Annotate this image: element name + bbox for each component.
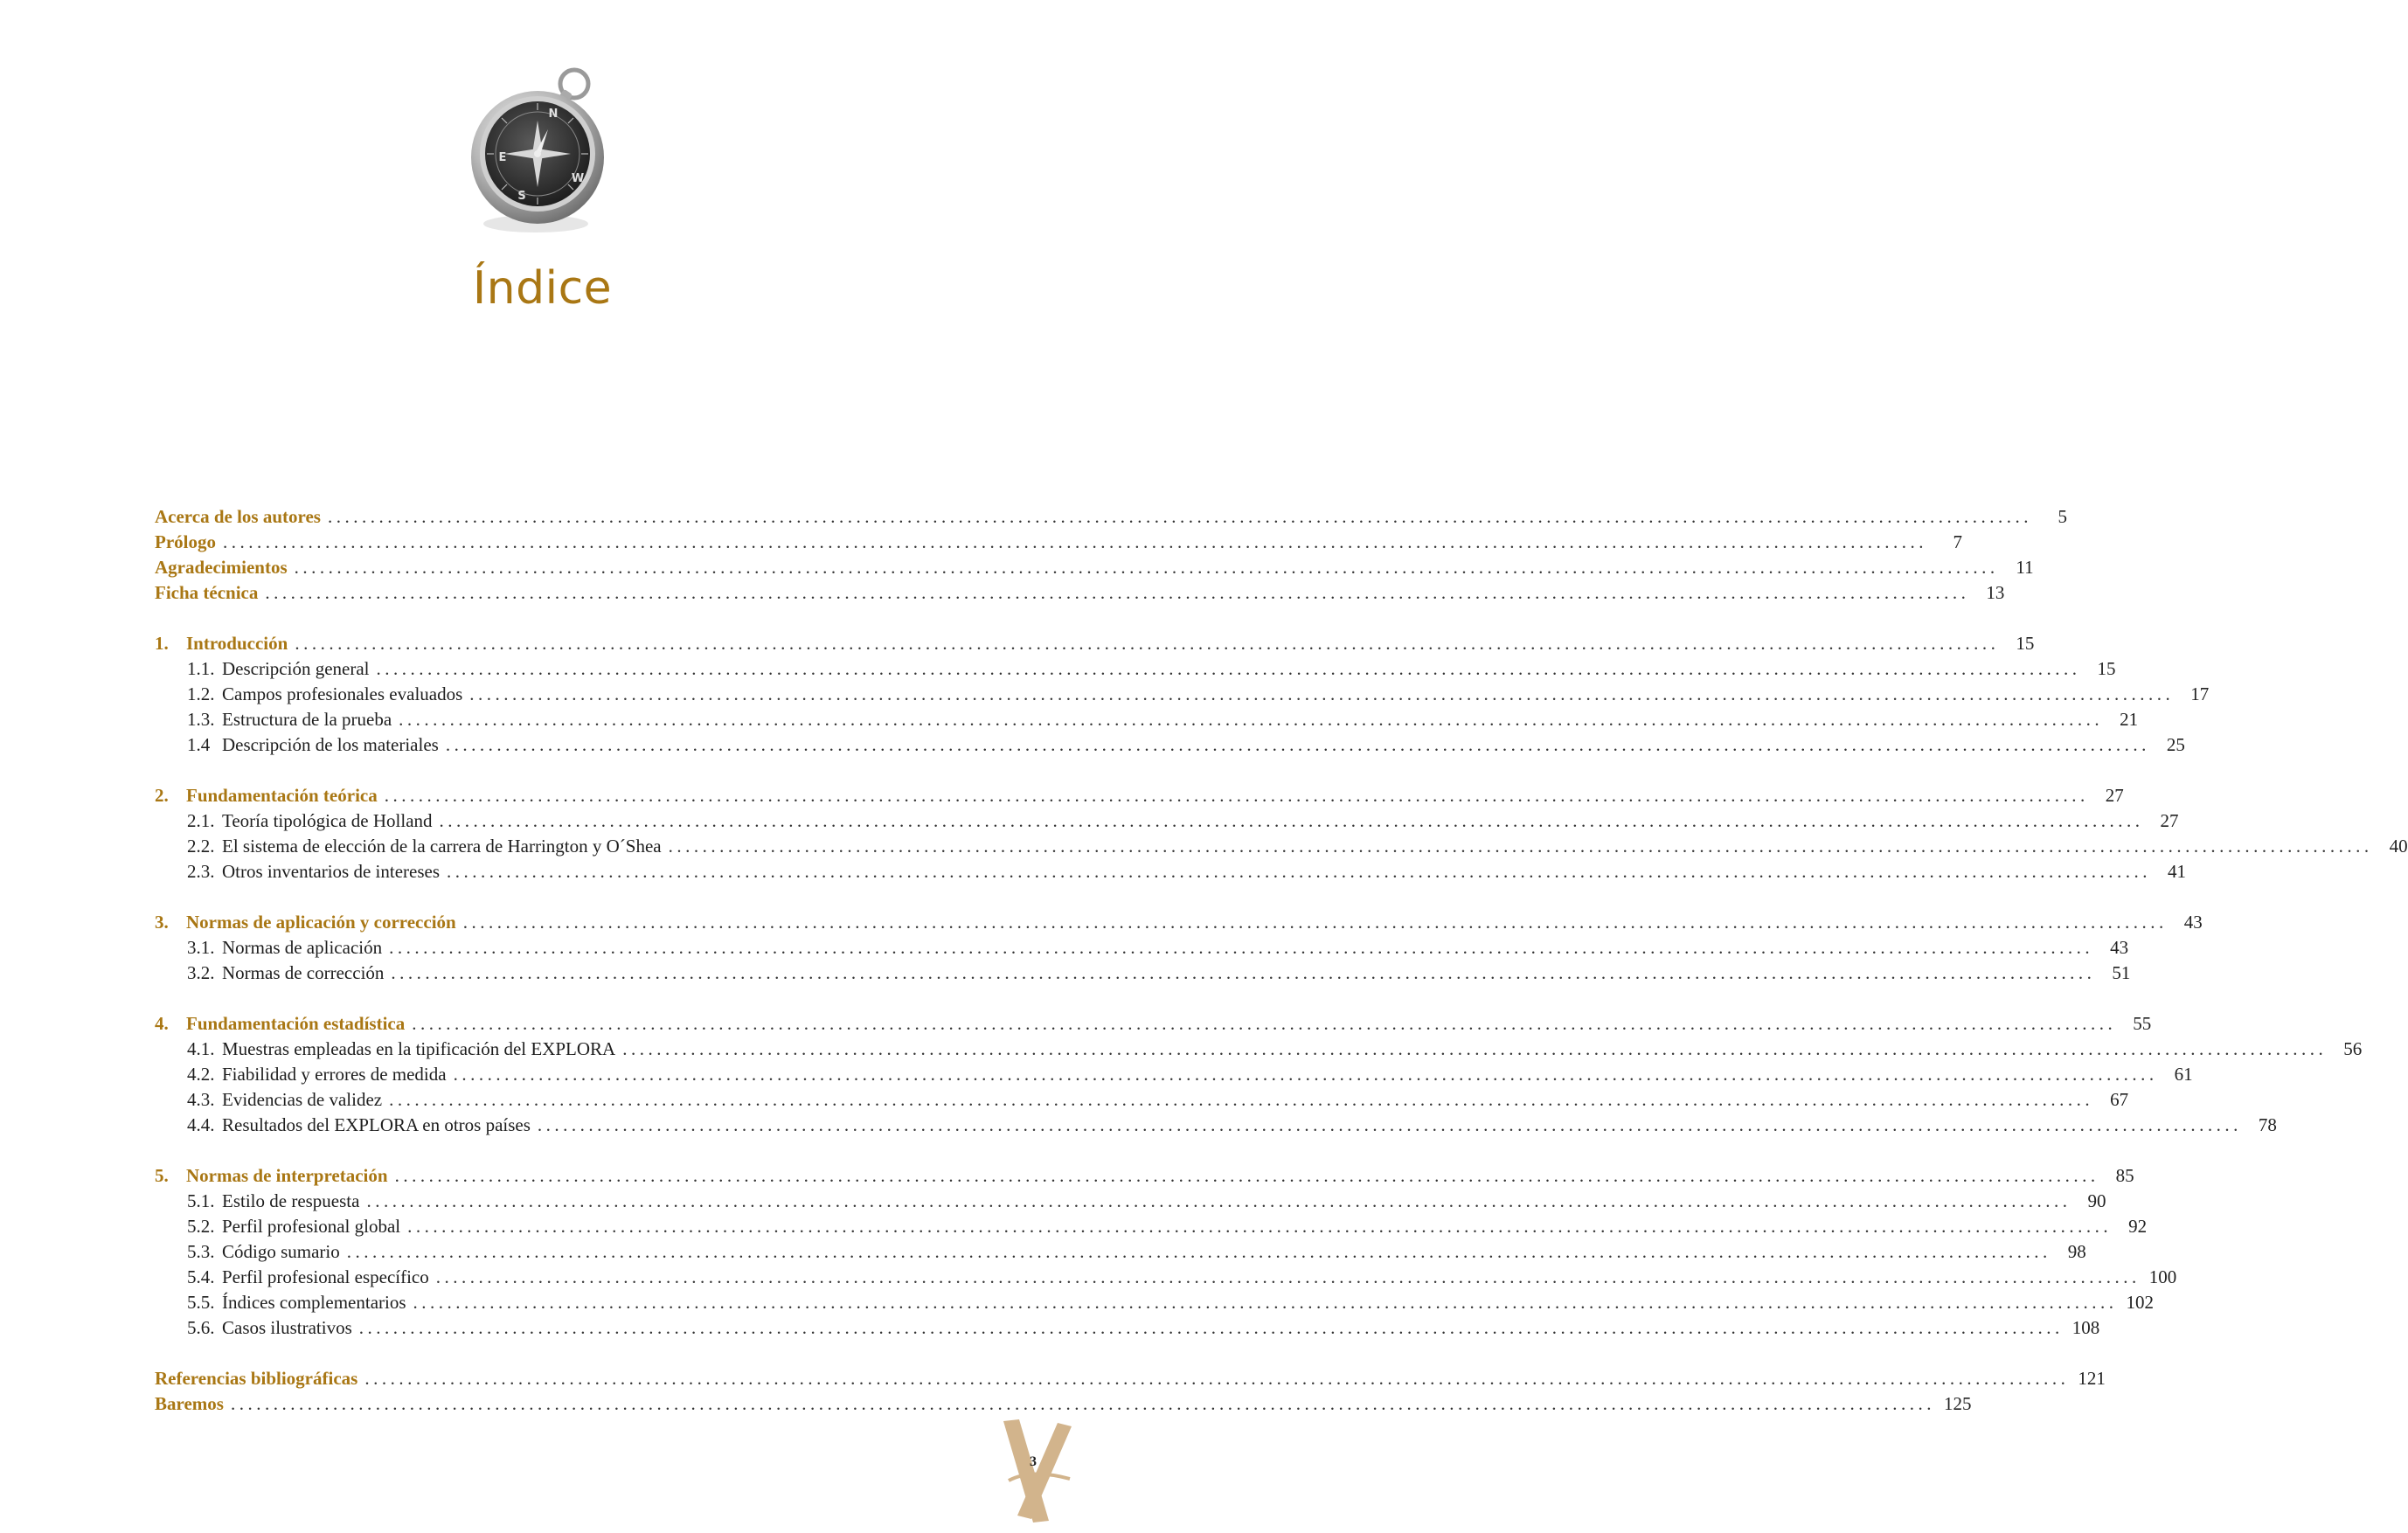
toc-page-number: 125 (1935, 1391, 1970, 1417)
toc-subentry[interactable] (155, 935, 2129, 961)
dot-leader: ........................................................................................................................................................................................................ (453, 1064, 2158, 1085)
toc-subentry[interactable] (155, 707, 2139, 732)
toc-entry-title: Campos profesionales evaluados (222, 683, 463, 704)
toc-entry-title: Muestras empleadas en la tipificación del EXPLORA (222, 1038, 616, 1059)
toc-entry[interactable] (155, 631, 2035, 656)
toc-entry-title: Perfil profesional global (222, 1216, 401, 1237)
toc-subentry[interactable] (155, 961, 2131, 986)
dot-leader: ........................................................................................................................................................................................................ (537, 1114, 2242, 1135)
dot-leader: ........................................................................................................................................................................................................ (389, 1089, 2094, 1110)
toc-subentry[interactable] (155, 808, 2179, 834)
dot-leader: ........................................................................................................................................................................................................ (462, 912, 2168, 933)
toc-entry[interactable] (155, 783, 2124, 808)
dot-leader: ........................................................................................................................................................................................................ (384, 785, 2089, 806)
toc-page-number: 67 (2093, 1087, 2128, 1113)
toc-entry-title: Estructura de la prueba (222, 709, 392, 730)
toc-entry-title: Normas de aplicación y corrección (186, 912, 456, 933)
dot-leader: ........................................................................................................................................................................................................ (407, 1216, 2113, 1237)
toc-page-number: 108 (2064, 1315, 2099, 1341)
compass-east-label: E (498, 151, 507, 164)
toc-subentry[interactable] (155, 1113, 2277, 1138)
toc-entry-number: 5.3. (187, 1241, 215, 1262)
toc-entry-number: 2.1. (187, 810, 215, 831)
toc-entry-number: 4.1. (187, 1038, 215, 1059)
dot-leader: ........................................................................................................................................................................................................ (668, 836, 2373, 857)
toc-entry-number: 4.2. (187, 1064, 215, 1085)
toc-subentry[interactable] (155, 682, 2210, 707)
toc-entry-number: 5.5. (187, 1292, 215, 1313)
toc-entry[interactable] (155, 1391, 1972, 1417)
dot-leader: ........................................................................................................................................................................................................ (230, 1393, 1935, 1414)
toc-page-number: 90 (2071, 1189, 2106, 1214)
toc-entry[interactable] (155, 530, 1962, 555)
toc-subentry[interactable] (155, 1290, 2155, 1315)
toc-entry-title: Teoría tipológica de Holland (222, 810, 433, 831)
toc-entry[interactable] (155, 910, 2203, 935)
toc-entry-number: 2. (155, 785, 169, 806)
toc-page-number: 100 (2141, 1265, 2176, 1290)
dot-leader: ........................................................................................................................................................................................................ (394, 1165, 2099, 1186)
dot-leader: ........................................................................................................................................................................................................ (622, 1038, 2328, 1059)
table-of-contents (155, 504, 2408, 1417)
dot-leader: ........................................................................................................................................................................................................ (222, 531, 1927, 552)
dot-leader: ........................................................................................................................................................................................................ (439, 810, 2144, 831)
page-title: Índice (472, 262, 613, 315)
toc-page-number: 43 (2168, 910, 2203, 935)
toc-entry-number: 5. (155, 1165, 169, 1186)
compass-image (450, 59, 634, 243)
page-number: 3 (1030, 1454, 1037, 1469)
toc-entry[interactable] (155, 504, 2067, 530)
toc-entry-title: Fundamentación estadística (186, 1013, 406, 1034)
toc-entry-number: 1. (155, 633, 169, 654)
toc-entry-title: Agradecimientos (155, 557, 288, 578)
toc-page-number: 7 (1927, 530, 1962, 555)
toc-subentry[interactable] (155, 1087, 2129, 1113)
toc-entry-number: 3.2. (187, 962, 215, 983)
toc-entry-title: Código sumario (222, 1241, 340, 1262)
toc-entry-title: Resultados del EXPLORA en otros países (222, 1114, 531, 1135)
toc-entry-number: 1.3. (187, 709, 215, 730)
toc-page-number: 17 (2174, 682, 2209, 707)
compass-north-label: N (548, 108, 559, 121)
dot-leader: ........................................................................................................................................................................................................ (399, 709, 2104, 730)
toc-entry-number: 5.4. (187, 1266, 215, 1287)
toc-entry-number: 1.1. (187, 658, 215, 679)
toc-page-number: 25 (2150, 732, 2185, 758)
dot-leader: ........................................................................................................................................................................................................ (447, 861, 2152, 882)
toc-entry-number: 1.4 (187, 734, 211, 755)
toc-entry-number: 4.4. (187, 1114, 215, 1135)
toc-page-number: 15 (1999, 631, 2034, 656)
toc-page-number: 11 (1999, 555, 2034, 580)
toc-entry-number: 5.1. (187, 1190, 215, 1211)
toc-entry-title: Introducción (186, 633, 288, 654)
toc-subentry[interactable] (155, 1037, 2363, 1062)
dot-leader: ........................................................................................................................................................................................................ (295, 633, 2000, 654)
dot-leader: ........................................................................................................................................................................................................ (391, 962, 2096, 983)
toc-page-number: 61 (2158, 1062, 2193, 1087)
dot-leader: ........................................................................................................................................................................................................ (389, 937, 2094, 958)
toc-entry-title: Normas de aplicación (222, 937, 383, 958)
dot-leader: ........................................................................................................................................................................................................ (294, 557, 1999, 578)
toc-page-number: 43 (2093, 935, 2128, 961)
dot-leader: ........................................................................................................................................................................................................ (327, 506, 2032, 527)
publisher-logo (996, 1418, 1077, 1524)
toc-page-number: 78 (2242, 1113, 2277, 1138)
toc-entry-number: 2.3. (187, 861, 215, 882)
toc-entry-title: Fundamentación teórica (186, 785, 378, 806)
toc-entry-number: 5.2. (187, 1216, 215, 1237)
toc-entry-number: 5.6. (187, 1317, 215, 1338)
toc-subentry[interactable] (155, 1265, 2177, 1290)
compass-west-label: W (571, 172, 585, 185)
dot-leader: ........................................................................................................................................................................................................ (413, 1292, 2118, 1313)
toc-subentry[interactable] (155, 1062, 2193, 1087)
toc-entry-title: El sistema de elección de la carrera de Harrington y O´Shea (222, 836, 662, 857)
toc-entry-title: Evidencias de validez (222, 1089, 383, 1110)
toc-subentry[interactable] (155, 1239, 2086, 1265)
dot-leader: ........................................................................................................................................................................................................ (346, 1241, 2051, 1262)
toc-page-number: 5 (2032, 504, 2067, 530)
toc-page-number: 21 (2103, 707, 2138, 732)
toc-entry-number: 1.2. (187, 683, 215, 704)
toc-subentry[interactable] (155, 1315, 2100, 1341)
dot-leader: ........................................................................................................................................................................................................ (366, 1190, 2071, 1211)
toc-entry-title: Baremos (155, 1393, 224, 1414)
toc-entry[interactable] (155, 1011, 2152, 1037)
toc-page-number: 27 (2089, 783, 2124, 808)
toc-entry-title: Prólogo (155, 531, 216, 552)
toc-page-number: 56 (2327, 1037, 2362, 1062)
toc-entry-title: Perfil profesional específico (222, 1266, 429, 1287)
toc-entry-title: Normas de corrección (222, 962, 385, 983)
toc-page-number: 40 (2373, 834, 2408, 859)
toc-entry-title: Estilo de respuesta (222, 1190, 360, 1211)
toc-entry[interactable] (155, 1163, 2134, 1189)
toc-page-number: 102 (2118, 1290, 2153, 1315)
dot-leader: ........................................................................................................................................................................................................ (445, 734, 2150, 755)
toc-page-number: 13 (1969, 580, 2004, 606)
toc-page-number: 41 (2151, 859, 2186, 884)
toc-page-number: 55 (2116, 1011, 2151, 1037)
dot-leader: ........................................................................................................................................................................................................ (412, 1013, 2117, 1034)
toc-subentry[interactable] (155, 732, 2185, 758)
toc-subentry[interactable] (155, 834, 2408, 859)
compass-south-label: S (517, 190, 526, 203)
toc-page-number: 121 (2069, 1366, 2104, 1391)
dot-leader: ........................................................................................................................................................................................................ (435, 1266, 2141, 1287)
toc-page-number: 51 (2095, 961, 2130, 986)
toc-entry-title: Normas de interpretación (186, 1165, 388, 1186)
toc-entry-number: 2.2. (187, 836, 215, 857)
dot-leader: ........................................................................................................................................................................................................ (376, 658, 2081, 679)
toc-subentry[interactable] (155, 656, 2116, 682)
toc-page-number: 98 (2051, 1239, 2086, 1265)
dot-leader: ........................................................................................................................................................................................................ (358, 1317, 2064, 1338)
toc-entry-title: Descripción de los materiales (222, 734, 439, 755)
toc-entry-title: Fiabilidad y errores de medida (222, 1064, 447, 1085)
toc-entry[interactable] (155, 555, 2034, 580)
toc-entry-title: Descripción general (222, 658, 370, 679)
dot-leader: ........................................................................................................................................................................................................ (469, 683, 2175, 704)
toc-entry-title: Referencias bibliográficas (155, 1368, 358, 1389)
toc-page-number: 92 (2112, 1214, 2147, 1239)
toc-entry-number: 4. (155, 1013, 169, 1034)
toc-entry-title: Casos ilustrativos (222, 1317, 352, 1338)
toc-subentry[interactable] (155, 1214, 2148, 1239)
toc-entry-title: Ficha técnica (155, 582, 259, 603)
toc-page-number: 15 (2081, 656, 2116, 682)
toc-entry-number: 4.3. (187, 1089, 215, 1110)
toc-entry[interactable] (155, 1366, 2106, 1391)
toc-subentry[interactable] (155, 859, 2187, 884)
toc-subentry[interactable] (155, 1189, 2106, 1214)
toc-page-number: 27 (2144, 808, 2179, 834)
toc-entry-title: Acerca de los autores (155, 506, 321, 527)
toc-entry-title: Índices complementarios (222, 1292, 406, 1313)
dot-leader: ........................................................................................................................................................................................................ (364, 1368, 2070, 1389)
dot-leader: ........................................................................................................................................................................................................ (265, 582, 1970, 603)
toc-entry[interactable] (155, 580, 2005, 606)
toc-entry-number: 3.1. (187, 937, 215, 958)
toc-entry-number: 3. (155, 912, 169, 933)
toc-page-number: 85 (2099, 1163, 2134, 1189)
toc-entry-title: Otros inventarios de intereses (222, 861, 441, 882)
